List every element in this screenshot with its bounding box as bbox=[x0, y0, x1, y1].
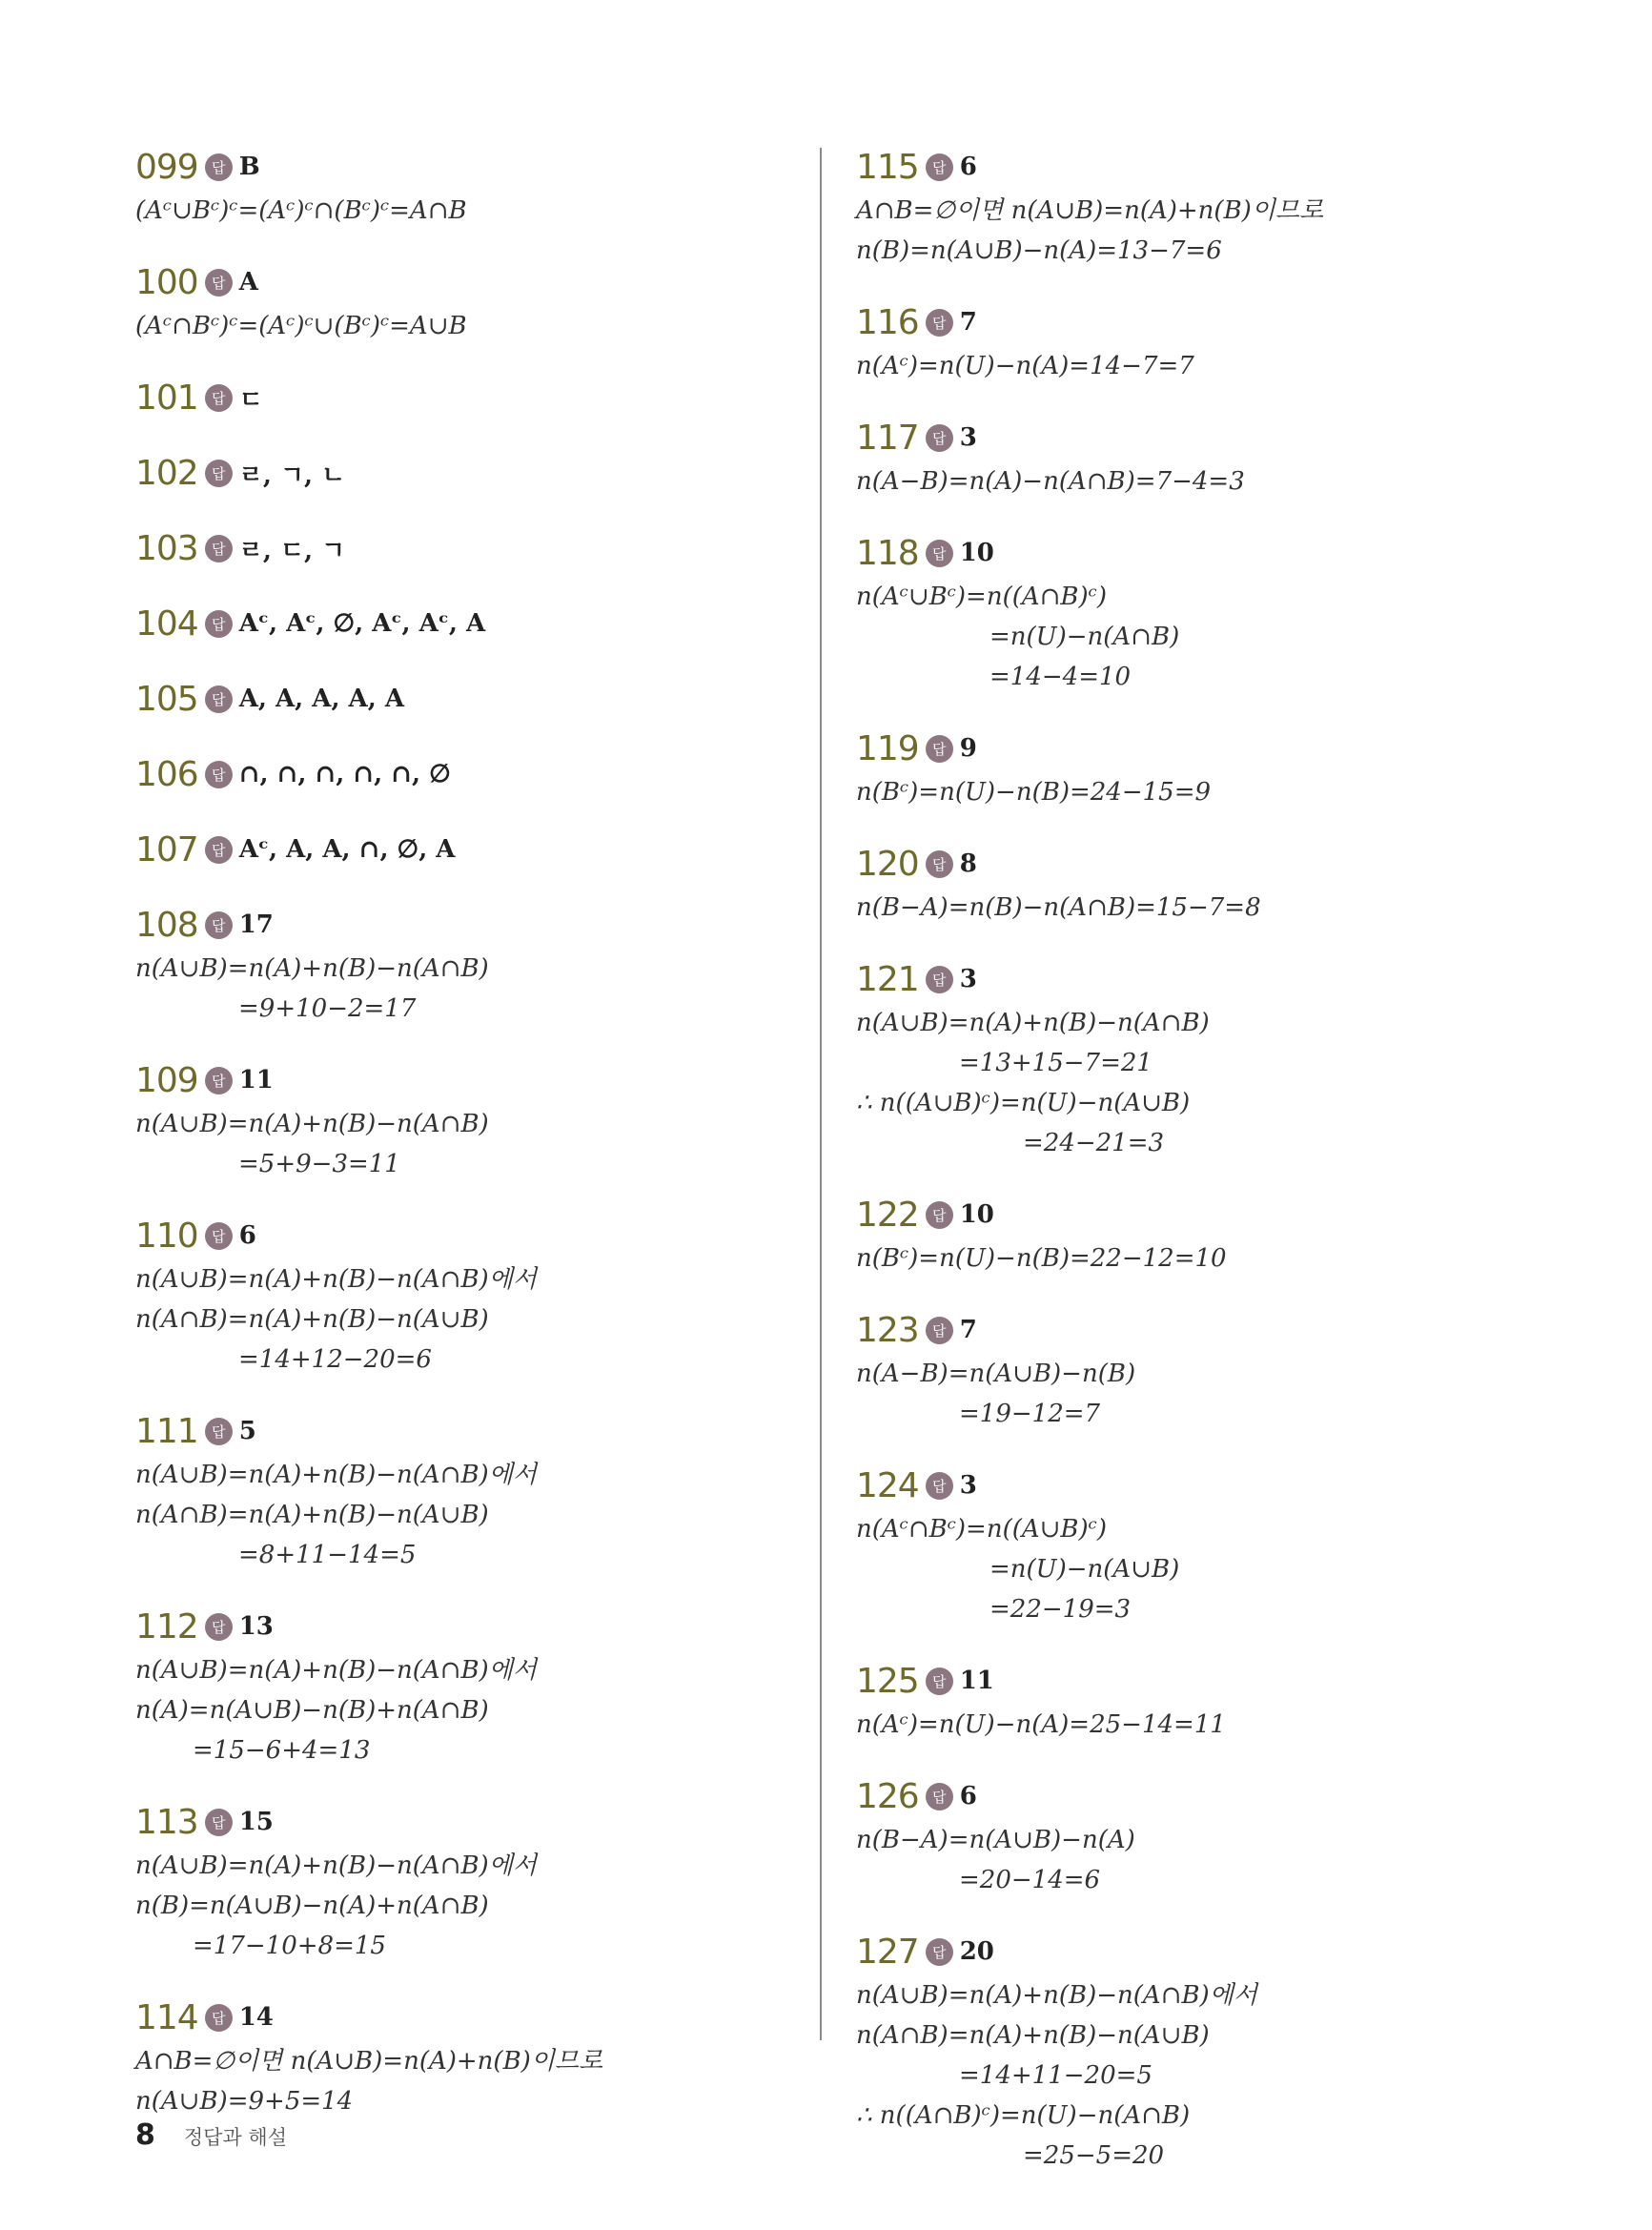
answer-value: 7 bbox=[959, 1316, 977, 1344]
answer-value: 6 bbox=[959, 153, 977, 181]
answer-value: 6 bbox=[238, 1221, 256, 1250]
solution-line: n(A∪B)=n(A)+n(B)−n(A∩B)에서 bbox=[856, 1981, 1257, 2010]
solution-line: n(A∪B)=n(A)+n(B)−n(A∩B)에서 bbox=[135, 1656, 537, 1685]
solution-line: =14−4=10 bbox=[989, 663, 1132, 691]
solution-line: n(A∪B)=9+5=14 bbox=[135, 2087, 354, 2116]
problem-120 bbox=[856, 840, 1542, 928]
problem-number: 103 bbox=[135, 528, 198, 568]
problem-number: 127 bbox=[856, 1932, 919, 1972]
solution-line: =17−10+8=15 bbox=[193, 1932, 386, 1960]
solution-line: =15−6+4=13 bbox=[193, 1736, 371, 1765]
solution-line: n(B−A)=n(B)−n(A∩B)=15−7=8 bbox=[856, 893, 1261, 922]
problem-number: 120 bbox=[856, 844, 919, 884]
problem-header bbox=[135, 258, 784, 306]
solution-line: =n(U)−n(A∩B) bbox=[989, 623, 1180, 651]
problem-119 bbox=[856, 725, 1542, 812]
problem-header bbox=[135, 1407, 784, 1455]
problem-121 bbox=[856, 955, 1542, 1163]
problem-number: 100 bbox=[135, 262, 198, 302]
solution-line: =8+11−14=5 bbox=[238, 1541, 417, 1569]
answer-badge-icon: 답 bbox=[205, 911, 233, 939]
problem-101 bbox=[135, 374, 784, 421]
problem-header bbox=[856, 298, 1542, 346]
problem-102 bbox=[135, 449, 784, 497]
answer-badge-icon: 답 bbox=[205, 1809, 233, 1836]
answer-badge-icon: 답 bbox=[926, 735, 953, 763]
solution-line: n(Bᶜ)=n(U)−n(B)=22−12=10 bbox=[856, 1244, 1227, 1273]
problem-number: 111 bbox=[135, 1411, 198, 1451]
solution-line: =24−21=3 bbox=[1023, 1129, 1165, 1157]
solution-line: =25−5=20 bbox=[1023, 2141, 1165, 2170]
answer-badge-icon: 답 bbox=[926, 309, 953, 337]
problem-header bbox=[135, 524, 784, 572]
solution-line: (Aᶜ∪Bᶜ)ᶜ=(Aᶜ)ᶜ∩(Bᶜ)ᶜ=A∩B bbox=[135, 196, 467, 225]
problem-header bbox=[135, 1056, 784, 1104]
problem-117 bbox=[856, 414, 1542, 501]
solution-line: =13+15−7=21 bbox=[959, 1049, 1152, 1077]
page-number: 8 bbox=[135, 2118, 155, 2152]
solution-line: n(Aᶜ)=n(U)−n(A)=14−7=7 bbox=[856, 352, 1194, 380]
answer-badge-icon: 답 bbox=[205, 836, 233, 864]
problem-122 bbox=[856, 1191, 1542, 1279]
solution-line: =n(U)−n(A∪B) bbox=[989, 1555, 1180, 1584]
problem-header bbox=[856, 1191, 1542, 1238]
solution-line: n(A∪B)=n(A)+n(B)−n(A∩B) bbox=[135, 954, 489, 983]
solution-line: n(A∪B)=n(A)+n(B)−n(A∩B) bbox=[135, 1110, 489, 1138]
solution-line: =9+10−2=17 bbox=[238, 994, 417, 1023]
problem-number: 105 bbox=[135, 679, 198, 719]
problem-108 bbox=[135, 901, 784, 1029]
problem-104 bbox=[135, 600, 784, 647]
problem-number: 104 bbox=[135, 604, 198, 644]
problem-header bbox=[135, 901, 784, 949]
problem-header bbox=[856, 725, 1542, 772]
problem-header bbox=[856, 143, 1542, 191]
problem-124 bbox=[856, 1462, 1542, 1629]
answer-value: A bbox=[238, 268, 258, 297]
problem-header bbox=[135, 449, 784, 497]
problem-number: 124 bbox=[856, 1465, 919, 1505]
problem-number: 107 bbox=[135, 829, 198, 869]
answer-value: 3 bbox=[959, 965, 977, 993]
problem-header bbox=[135, 1994, 784, 2041]
problem-number: 123 bbox=[856, 1310, 919, 1350]
problem-115 bbox=[856, 143, 1542, 271]
problem-header bbox=[135, 374, 784, 421]
problem-header bbox=[135, 143, 784, 191]
footer-title: 정답과 해설 bbox=[183, 2126, 287, 2149]
answer-badge-icon: 답 bbox=[205, 1613, 233, 1641]
answer-badge-icon: 답 bbox=[926, 540, 953, 567]
answer-value: 7 bbox=[959, 308, 977, 337]
answer-badge-icon: 답 bbox=[205, 269, 233, 297]
problem-number: 109 bbox=[135, 1060, 198, 1100]
answer-value: ㄹ, ㄷ, ㄱ bbox=[238, 536, 346, 565]
solution-line: n(A∩B)=n(A)+n(B)−n(A∪B) bbox=[135, 1501, 489, 1529]
problem-125 bbox=[856, 1657, 1542, 1745]
problem-099 bbox=[135, 143, 784, 231]
answer-badge-icon: 답 bbox=[926, 153, 953, 181]
problem-number: 126 bbox=[856, 1776, 919, 1816]
problem-number: 121 bbox=[856, 959, 919, 999]
answer-value: 13 bbox=[238, 1612, 274, 1641]
right-column bbox=[856, 143, 1542, 2203]
solution-line: ∴ n((A∩B)ᶜ)=n(U)−n(A∩B) bbox=[856, 2101, 1191, 2130]
problem-number: 117 bbox=[856, 418, 919, 458]
problem-number: 110 bbox=[135, 1216, 198, 1256]
problem-number: 112 bbox=[135, 1606, 198, 1647]
problem-number: 099 bbox=[135, 147, 198, 187]
solution-line: =14+11−20=5 bbox=[959, 2061, 1152, 2090]
problem-number: 108 bbox=[135, 905, 198, 945]
answer-value: ∩, ∩, ∩, ∩, ∩, ∅ bbox=[238, 760, 451, 788]
problem-114 bbox=[135, 1994, 784, 2121]
left-column bbox=[135, 143, 784, 2149]
answer-value: 8 bbox=[959, 849, 977, 878]
solution-line: n(A∪B)=n(A)+n(B)−n(A∩B)에서 bbox=[135, 1852, 537, 1880]
solution-line: =5+9−3=11 bbox=[238, 1150, 400, 1178]
problem-number: 119 bbox=[856, 728, 919, 768]
problem-number: 122 bbox=[856, 1195, 919, 1235]
problem-126 bbox=[856, 1772, 1542, 1900]
problem-header bbox=[856, 840, 1542, 888]
answer-badge-icon: 답 bbox=[926, 966, 953, 993]
problem-header bbox=[135, 750, 784, 798]
solution-line: n(A∪B)=n(A)+n(B)−n(A∩B) bbox=[856, 1009, 1210, 1037]
answer-value: A, A, A, A, A bbox=[238, 685, 404, 713]
problem-116 bbox=[856, 298, 1542, 386]
answer-badge-icon: 답 bbox=[205, 153, 233, 181]
answer-value: 10 bbox=[959, 1200, 994, 1229]
answer-value: 9 bbox=[959, 734, 977, 763]
problem-header bbox=[135, 600, 784, 647]
answer-badge-icon: 답 bbox=[205, 384, 233, 412]
answer-badge-icon: 답 bbox=[926, 1317, 953, 1344]
answer-badge-icon: 답 bbox=[205, 2004, 233, 2032]
problem-header bbox=[856, 1928, 1542, 1975]
answer-value: 11 bbox=[238, 1066, 274, 1095]
problem-header bbox=[856, 529, 1542, 577]
answer-value: 15 bbox=[238, 1808, 274, 1836]
problem-header bbox=[135, 1603, 784, 1650]
answer-value: 14 bbox=[238, 2003, 274, 2032]
answer-badge-icon: 답 bbox=[205, 1222, 233, 1250]
solution-line: n(Aᶜ)=n(U)−n(A)=25−14=11 bbox=[856, 1710, 1226, 1739]
page-footer bbox=[135, 2118, 287, 2152]
problem-header bbox=[135, 1212, 784, 1259]
problem-number: 106 bbox=[135, 754, 198, 794]
solution-line: n(A∪B)=n(A)+n(B)−n(A∩B)에서 bbox=[135, 1265, 537, 1294]
answer-badge-icon: 답 bbox=[926, 850, 953, 878]
problem-109 bbox=[135, 1056, 784, 1184]
answer-value: 20 bbox=[959, 1937, 994, 1966]
answer-badge-icon: 답 bbox=[926, 1783, 953, 1811]
problem-number: 114 bbox=[135, 1997, 198, 2037]
solution-line: A∩B=∅이면 n(A∪B)=n(A)+n(B)이므로 bbox=[135, 2047, 603, 2076]
answer-value: Aᶜ, A, A, ∩, ∅, A bbox=[238, 835, 456, 864]
answer-value: ㄹ, ㄱ, ㄴ bbox=[238, 460, 346, 490]
problem-number: 116 bbox=[856, 302, 919, 342]
solution-line: =19−12=7 bbox=[959, 1400, 1101, 1428]
answer-value: 11 bbox=[959, 1667, 994, 1695]
problem-header bbox=[135, 1798, 784, 1846]
problem-header bbox=[856, 1462, 1542, 1509]
answer-badge-icon: 답 bbox=[926, 1472, 953, 1500]
problem-113 bbox=[135, 1798, 784, 1966]
problem-110 bbox=[135, 1212, 784, 1380]
answer-badge-icon: 답 bbox=[205, 685, 233, 713]
answer-value: Aᶜ, Aᶜ, ∅, Aᶜ, Aᶜ, A bbox=[238, 609, 486, 638]
solution-line: n(A∩B)=n(A)+n(B)−n(A∪B) bbox=[856, 2021, 1210, 2050]
solution-line: A∩B=∅이면 n(A∪B)=n(A)+n(B)이므로 bbox=[856, 196, 1324, 225]
solution-line: n(Aᶜ∩Bᶜ)=n((A∪B)ᶜ) bbox=[856, 1515, 1107, 1544]
problem-111 bbox=[135, 1407, 784, 1575]
answer-badge-icon: 답 bbox=[205, 1067, 233, 1095]
answer-value: 3 bbox=[959, 1471, 977, 1500]
answer-value: 5 bbox=[238, 1417, 256, 1445]
solution-line: n(Bᶜ)=n(U)−n(B)=24−15=9 bbox=[856, 778, 1212, 807]
problem-header bbox=[856, 1306, 1542, 1354]
solution-line: n(A−B)=n(A)−n(A∩B)=7−4=3 bbox=[856, 467, 1245, 496]
answer-badge-icon: 답 bbox=[205, 1418, 233, 1445]
answer-badge-icon: 답 bbox=[205, 460, 233, 487]
answer-value: 17 bbox=[238, 910, 274, 939]
answer-value: ㄷ bbox=[238, 385, 263, 415]
problem-header bbox=[856, 1772, 1542, 1820]
problem-header bbox=[135, 675, 784, 723]
solution-line: n(B)=n(A∪B)−n(A)=13−7=6 bbox=[856, 236, 1222, 265]
answer-value: 6 bbox=[959, 1782, 977, 1811]
problem-header bbox=[856, 1657, 1542, 1705]
problem-100 bbox=[135, 258, 784, 346]
problem-106 bbox=[135, 750, 784, 798]
solution-line: n(Aᶜ∪Bᶜ)=n((A∩B)ᶜ) bbox=[856, 583, 1107, 611]
solution-line: =14+12−20=6 bbox=[238, 1345, 432, 1374]
problem-107 bbox=[135, 826, 784, 873]
problem-header bbox=[856, 414, 1542, 461]
solution-line: ∴ n((A∪B)ᶜ)=n(U)−n(A∪B) bbox=[856, 1089, 1191, 1117]
answer-badge-icon: 답 bbox=[926, 1938, 953, 1966]
answer-value: 10 bbox=[959, 539, 994, 567]
solution-line: n(B−A)=n(A∪B)−n(A) bbox=[856, 1826, 1135, 1854]
problem-number: 102 bbox=[135, 453, 198, 493]
problem-number: 115 bbox=[856, 147, 919, 187]
solution-line: n(A∩B)=n(A)+n(B)−n(A∪B) bbox=[135, 1305, 489, 1334]
solution-line: n(A−B)=n(A∪B)−n(B) bbox=[856, 1360, 1136, 1388]
problem-118 bbox=[856, 529, 1542, 697]
problem-127 bbox=[856, 1928, 1542, 2176]
answer-badge-icon: 답 bbox=[205, 610, 233, 638]
problem-number: 101 bbox=[135, 378, 198, 418]
answer-badge-icon: 답 bbox=[926, 1667, 953, 1695]
column-divider bbox=[820, 148, 822, 2040]
solution-line: n(B)=n(A∪B)−n(A)+n(A∩B) bbox=[135, 1892, 489, 1920]
answer-badge-icon: 답 bbox=[926, 424, 953, 452]
answer-badge-icon: 답 bbox=[205, 761, 233, 788]
solution-line: =20−14=6 bbox=[959, 1866, 1101, 1894]
answer-value: 3 bbox=[959, 423, 977, 452]
problem-header bbox=[856, 955, 1542, 1003]
problem-number: 125 bbox=[856, 1661, 919, 1701]
problem-112 bbox=[135, 1603, 784, 1770]
answer-value: B bbox=[238, 153, 260, 181]
problem-number: 113 bbox=[135, 1802, 198, 1842]
answer-badge-icon: 답 bbox=[926, 1201, 953, 1229]
problem-105 bbox=[135, 675, 784, 723]
solution-line: (Aᶜ∩Bᶜ)ᶜ=(Aᶜ)ᶜ∪(Bᶜ)ᶜ=A∪B bbox=[135, 312, 467, 340]
problem-header bbox=[135, 826, 784, 873]
problem-103 bbox=[135, 524, 784, 572]
problem-number: 118 bbox=[856, 533, 919, 573]
solution-line: =22−19=3 bbox=[989, 1595, 1132, 1624]
problem-123 bbox=[856, 1306, 1542, 1434]
solution-line: n(A∪B)=n(A)+n(B)−n(A∩B)에서 bbox=[135, 1461, 537, 1489]
answer-badge-icon: 답 bbox=[205, 535, 233, 563]
solution-line: n(A)=n(A∪B)−n(B)+n(A∩B) bbox=[135, 1696, 489, 1725]
